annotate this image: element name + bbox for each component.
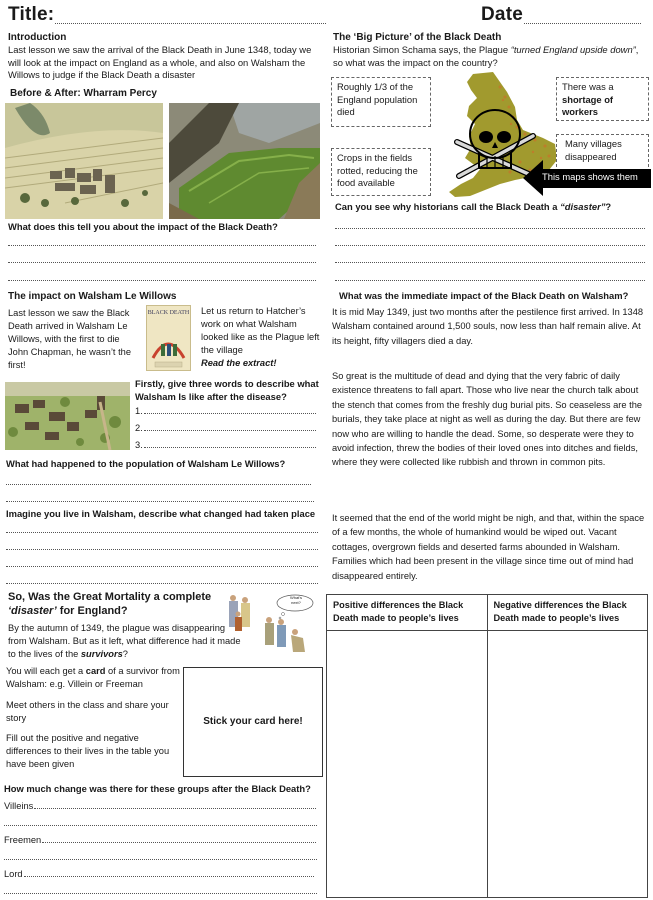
answer-line[interactable]	[6, 583, 318, 584]
intro-heading: Introduction	[8, 32, 67, 43]
freemen-label: Freemen	[4, 835, 42, 845]
schama-quote: “turned England upside down”	[510, 44, 636, 55]
fact-box-workers	[556, 77, 649, 121]
fact-box-crops: Crops in the fields rotted, reducing the food available	[331, 148, 431, 196]
population-question: What had happened to the population of Walsham Le Willows?	[6, 458, 286, 469]
workers-prefix: There was a	[562, 81, 614, 92]
mortality-heading-line1: So, Was the Great Mortality a complete	[8, 591, 212, 603]
answer-line[interactable]	[4, 893, 317, 894]
mortality-heading-quote: ‘disaster’	[8, 605, 57, 618]
lord-answer[interactable]	[4, 868, 314, 880]
immediate-heading: What was the immediate impact of the Black Death on Walsham?	[339, 290, 629, 301]
wharram-before-image	[5, 103, 163, 219]
answer-number: 3.	[135, 440, 143, 450]
big-picture-text-prefix: Historian Simon Schama says, the Plague	[333, 44, 511, 55]
disaster-question	[335, 201, 611, 213]
freemen-answer[interactable]	[4, 834, 316, 846]
title-field[interactable]	[8, 2, 326, 27]
answer-line[interactable]	[335, 280, 645, 281]
word-answer-1[interactable]	[135, 405, 316, 417]
answer-line[interactable]	[335, 262, 645, 263]
card-prefix: You will each get a	[6, 666, 86, 676]
mortality-text-suffix: ?	[122, 649, 128, 660]
wharram-after-image	[169, 103, 320, 219]
card-instructions	[6, 665, 181, 691]
walsham-village-image	[5, 382, 130, 450]
mortality-text	[8, 622, 243, 661]
lord-label: Lord	[4, 869, 23, 879]
positive-header: Positive differences the Black Death made to people’s lives	[327, 595, 488, 631]
groups-question: How much change was there for these groups after the Black Death?	[4, 783, 311, 794]
walsham-heading: The impact on Walsham Le Willows	[8, 291, 177, 302]
fill-instructions: Fill out the positive and negative differences to their lives in the table you have been given	[6, 733, 170, 770]
big-picture-heading: The ‘Big Picture’ of the Black Death	[333, 32, 502, 43]
big-picture-text	[333, 44, 648, 69]
immediate-para-1: It is mid May 1349, just two months after the pestilence first arrived. In 1348 Walsham contained around 1,500 souls, now less than half remain alive. At its height, fifty villagers died a day.	[332, 307, 644, 346]
date-field[interactable]	[481, 2, 641, 27]
answer-line[interactable]	[8, 280, 316, 281]
card-suffix: of a survivor from Walsham: e.g. Villein or Freeman	[6, 666, 180, 690]
answer-line[interactable]	[335, 228, 645, 229]
mortality-heading-suffix: for England?	[56, 605, 128, 618]
hatcher-book-cover	[146, 305, 191, 371]
immediate-para-3: It seemed that the end of the world might be nigh, and that, within the space of a few months, the whole of humankind would be wiped out. Vacant cottages, overgrown fields and deserted farms abounded in Walsham. Families which had been present in the village since time out of mind had disappeared entirely.	[332, 513, 645, 581]
date-label: Date	[481, 4, 523, 25]
disaster-question-quote: “disaster”	[560, 201, 606, 212]
disaster-question-prefix: Can you see why historians call the Black Death a	[335, 201, 561, 212]
answer-line[interactable]	[4, 825, 317, 826]
mortality-heading	[8, 590, 223, 619]
hatcher-text	[201, 305, 321, 370]
disaster-question-suffix: ?	[605, 201, 612, 212]
answer-line[interactable]	[8, 262, 316, 263]
answer-line[interactable]	[6, 501, 314, 502]
answer-line[interactable]	[6, 566, 318, 567]
answer-number: 1.	[135, 406, 143, 416]
answer-line[interactable]	[4, 859, 317, 860]
differences-table	[326, 594, 648, 898]
hatcher-text-body: Let us return to Hatcher’s work on what Walsham looked like as the Plague left the village	[201, 306, 320, 356]
meet-instructions: Meet others in the class and share your story	[6, 700, 169, 724]
word-answer-2[interactable]	[135, 422, 316, 434]
word-answer-3[interactable]	[135, 439, 316, 451]
answer-line[interactable]	[6, 549, 318, 550]
stick-card-label: Stick your card here!	[203, 716, 303, 728]
wharram-heading: Before & After: Wharram Percy	[10, 88, 157, 99]
villeins-label: Villeins	[4, 801, 34, 811]
book-title: BLACK DEATH	[147, 310, 190, 316]
answer-number: 2.	[135, 423, 143, 433]
arrow-label: This maps shows them	[542, 171, 638, 182]
imagine-question: Imagine you live in Walsham, describe what changed had taken place	[6, 508, 316, 519]
negative-cell[interactable]	[487, 631, 648, 898]
survivors-illustration	[225, 590, 325, 660]
answer-line[interactable]	[6, 532, 318, 533]
walsham-intro-text: Last lesson we saw the Black Death arrived in Walsham Le Willows, with the first to die John Chapman, he wasn’t the first!	[8, 308, 132, 371]
fact-box-population: Roughly 1/3 of the England population died	[331, 77, 431, 127]
map-arrow	[523, 160, 651, 196]
mortality-text-bold: survivors	[80, 649, 123, 660]
card-bold: card	[85, 666, 106, 676]
answer-line[interactable]	[8, 245, 316, 246]
intro-text: Last lesson we saw the arrival of the Black Death in June 1348, today we will look at the impact on England as a whole, and also on Walsham the Willows to judge if the Black Death a disaster	[8, 44, 312, 81]
read-extract: Read the extract!	[201, 358, 277, 369]
title-label: Title:	[8, 4, 55, 25]
villeins-answer[interactable]	[4, 800, 316, 812]
speech-bubble-text: What's next?	[289, 595, 303, 605]
three-words-question: Firstly, give three words to describe what Walsham Is like after the disease?	[135, 378, 319, 402]
answer-line[interactable]	[6, 484, 311, 485]
positive-cell[interactable]	[327, 631, 488, 898]
wharram-question: What does this tell you about the impact of the Black Death?	[8, 221, 278, 232]
big-picture-text-suffix: , so what was the impact on the country?	[333, 44, 639, 68]
workers-bold: shortage of workers	[562, 93, 614, 118]
stick-card-area[interactable]	[183, 667, 323, 777]
fact-box-villages: Many villages disappeared	[556, 134, 649, 182]
negative-header: Negative differences the Black Death made to people’s lives	[487, 595, 648, 631]
answer-line[interactable]	[335, 245, 645, 246]
mortality-text-prefix: By the autumn of 1349, the plague was disappearing from Walsham. But as it left, what difference had it made to the lives of the	[8, 623, 241, 660]
immediate-para-2: So great is the multitude of dead and dying that the very fabric of daily existence threatens to fall apart. Those who live near the church talk about the stench that comes from the freshly dug burial pits. So ceaseless are the burials, they take place at night as well as during the day. But there are few now who are willing to handle the dead. Some, so desperate were they to avoid infection, threw the bodies of their loved ones into ditches and fields, where they were collected like rubbish and thrown in common pits.	[332, 371, 643, 468]
